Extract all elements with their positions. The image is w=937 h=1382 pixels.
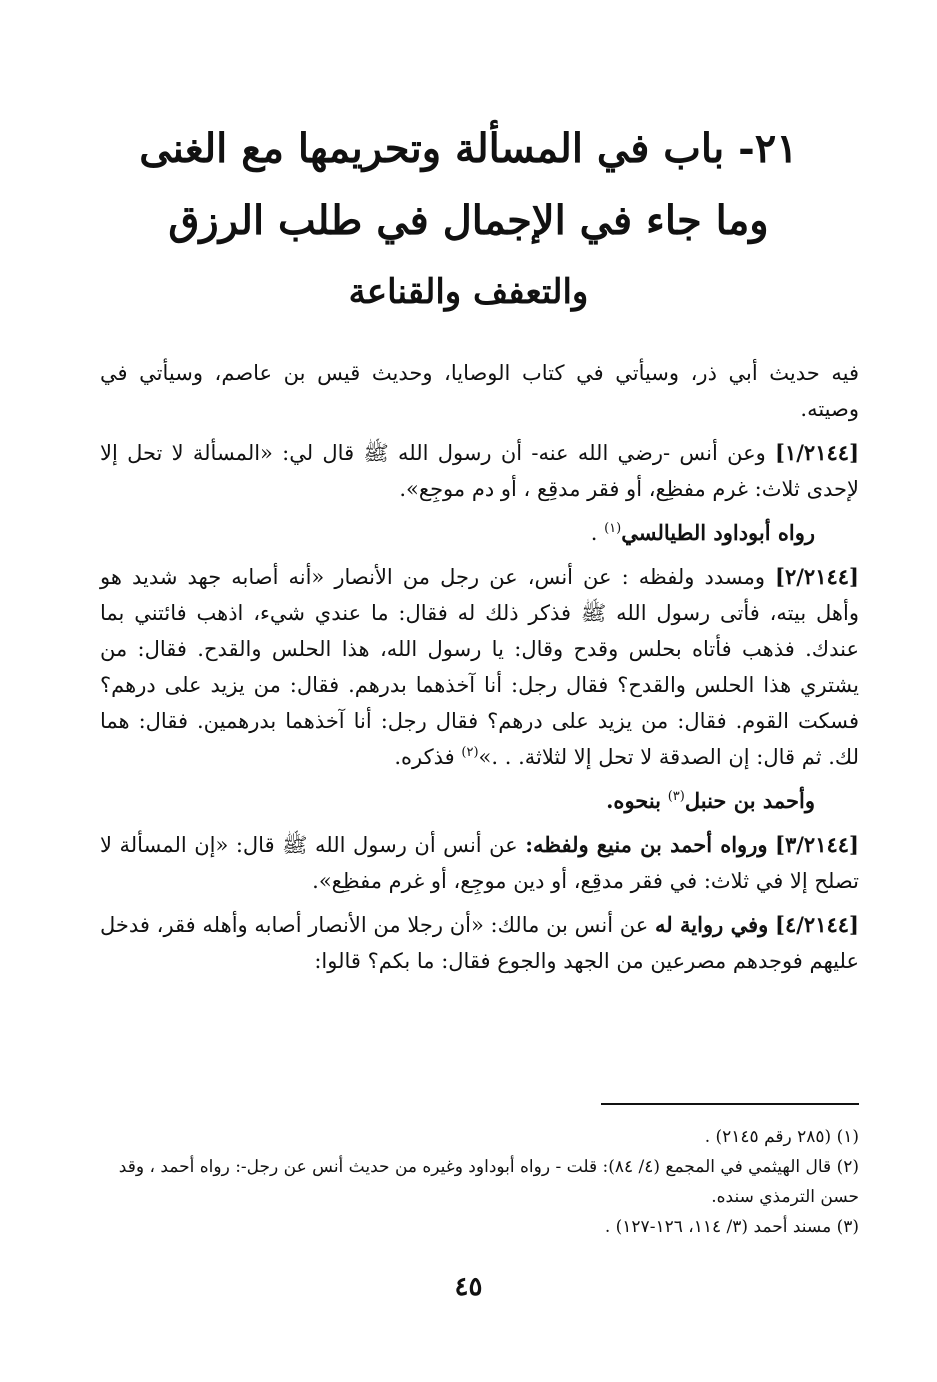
hadith-1-ref-text: رواه أبوداود الطيالسي <box>621 520 815 545</box>
hadith-2-number: [٢/٢١٤٤] <box>775 564 859 589</box>
hadith-2-ref-end: بنحوه. <box>606 788 662 813</box>
footnote-marker-3[interactable]: (٣) <box>667 789 685 804</box>
main-text <box>100 355 859 987</box>
footnotes <box>100 1122 859 1242</box>
hadith-4-text: عن أنس بن مالك: «أن رجلا من الأنصار أصابه وأهله فقر، فدخل عليهم فوجدهم مصرعين من الجهد والجوع فقال: ما بكم؟ قالوا: <box>100 913 859 973</box>
chapter-title-line-3: والتعفف والقناعة <box>348 272 589 312</box>
hadith-1-number: [١/٢١٤٤] <box>775 440 859 465</box>
footnote-separator <box>601 1103 859 1105</box>
footnote-2: (٢) قال الهيثمي في المجمع (٤/ ٨٤): قلت - رواه أبوداود وغيره من حديث أنس عن رجل-: رواه أحمد ، وقد حسن الترمذي سنده. <box>118 1157 859 1207</box>
footnote-3: (٣) مسند أحمد (٣/ ١١٤، ١٢٦-١٢٧) . <box>604 1217 859 1237</box>
hadith-2-end: فذكره. <box>394 745 455 769</box>
hadith-1-ref-end: . <box>590 521 598 545</box>
hadith-1 <box>100 435 859 507</box>
hadith-1-reference <box>100 515 859 551</box>
hadith-3-text: عن أنس أن رسول الله ﷺ قال: «إن المسألة لا تصلح إلا في ثلاث: في فقر مدقِع، أو دين موجِع، أو غرم مفظِع». <box>100 833 859 893</box>
hadith-3-lead: ورواه أحمد بن منيع ولفظه: <box>525 832 768 857</box>
hadith-2-ref-text: وأحمد بن حنبل <box>684 788 815 813</box>
intro-paragraph: فيه حديث أبي ذر، وسيأتي في كتاب الوصايا، وحديث قيس بن عاصم، وسيأتي في وصيته. <box>100 361 859 421</box>
hadith-3-number: [٣/٢١٤٤] <box>775 832 859 857</box>
footnote-marker-2[interactable]: (٢) <box>461 745 479 760</box>
hadith-2 <box>100 559 859 775</box>
hadith-4 <box>100 907 859 979</box>
hadith-2-text: ومسدد ولفظه : عن أنس، عن رجل من الأنصار «أنه أصابه جهد شديد هو وأهل بيته، فأتى رسول الله ﷺ فذكر ذلك له فقال: ما عندي شيء، اذهب فائتني بما عندك. فذهب فأتاه بحلس وقدح وقال: يا رسول الله، هذا الحلس والقدح. فقال: من يشتري هذا الحلس والقدح؟ فقال رجل: أنا آخذهما بدرهم. فقال: من يزيد على درهم؟ فسكت القوم. فقال: من يزيد على درهم؟ فقال رجل: أنا آخذهما بدرهمين. فقال: هما لك. ثم قال: إن الصدقة لا تحل إلا لثلاثة. . .» <box>100 565 859 769</box>
hadith-4-number: [٤/٢١٤٤] <box>775 912 859 937</box>
hadith-1-text: وعن أنس -رضي الله عنه- أن رسول الله ﷺ قال لي: «المسألة لا تحل إلا لإحدى ثلاث: غرم مفظِع، أو فقر مدقِع ، أو دم موجِع». <box>100 441 859 501</box>
footnote-1: (١) (٢٨٥ رقم ٢١٤٥) . <box>704 1127 859 1147</box>
footnote-marker-1[interactable]: (١) <box>604 521 622 536</box>
chapter-title-line-1: ٢١- باب في المسألة وتحريمها مع الغنى <box>139 125 798 172</box>
page-number: ٤٥ <box>454 1272 483 1302</box>
hadith-4-lead: وفي رواية له <box>655 912 769 937</box>
hadith-3 <box>100 827 859 899</box>
chapter-title-line-2: وما جاء في الإجمال في طلب الرزق <box>168 197 769 244</box>
hadith-2-reference <box>100 783 859 819</box>
